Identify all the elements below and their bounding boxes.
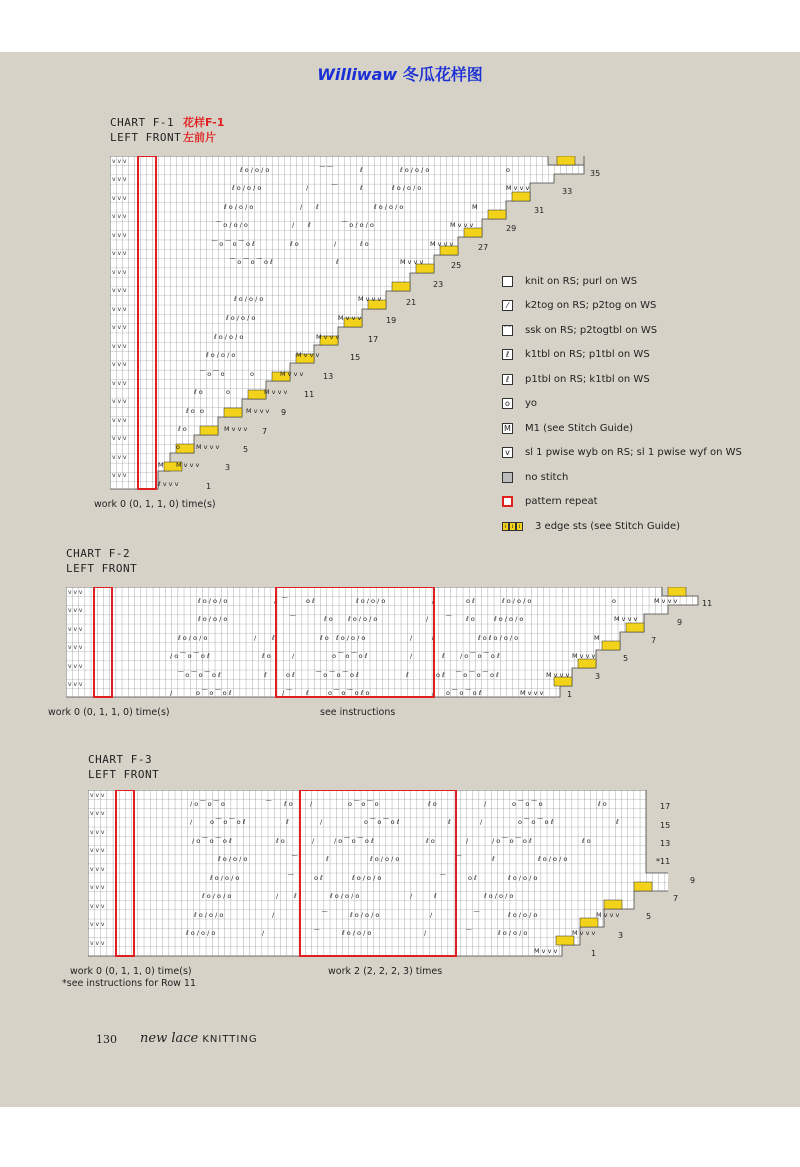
svg-text:ℓ o / o / o: ℓ o / o / o bbox=[224, 203, 254, 211]
svg-text:/: / bbox=[272, 911, 275, 919]
svg-text:v v v: v v v bbox=[68, 644, 83, 651]
chart2-note-right: see instructions bbox=[320, 707, 396, 718]
svg-text:o ℓ: o ℓ bbox=[306, 597, 315, 605]
svg-text:/: / bbox=[254, 634, 257, 642]
svg-text:ℓ: ℓ bbox=[360, 184, 363, 192]
svg-text:ℓ o / o / o: ℓ o / o / o bbox=[210, 874, 240, 882]
legend-no-stitch-label: no stitch bbox=[525, 471, 569, 483]
svg-text:o ⁀ o ⁀ o ℓ: o ⁀ o ⁀ o ℓ bbox=[518, 818, 554, 826]
chart3-row-15: 15 bbox=[660, 821, 671, 830]
svg-text:ℓ o: ℓ o bbox=[324, 615, 333, 623]
chart3-grid bbox=[88, 790, 671, 960]
svg-text:o ⁀ o ⁀ o ℓ: o ⁀ o ⁀ o ℓ bbox=[332, 652, 368, 660]
chart2-heading-2: LEFT FRONT bbox=[66, 562, 138, 575]
svg-text:o: o bbox=[200, 407, 204, 415]
svg-text:/: / bbox=[312, 837, 315, 845]
svg-text:v v v: v v v bbox=[112, 361, 127, 368]
chart2-row-9: 9 bbox=[677, 618, 683, 627]
svg-text:o: o bbox=[176, 443, 180, 451]
svg-text:/: / bbox=[276, 892, 279, 900]
chart1-cn-label-2: 左前片 bbox=[183, 131, 216, 144]
svg-text:o ⁀ o ⁀ o ℓ o: o ⁀ o ⁀ o ℓ o bbox=[328, 689, 370, 697]
chart1-row-13: 13 bbox=[323, 372, 334, 381]
chart1-row-25: 25 bbox=[451, 261, 462, 270]
svg-text:⁀ o ⁀ o ⁀ o ℓ: ⁀ o ⁀ o ⁀ o ℓ bbox=[456, 671, 499, 679]
svg-text:ℓ: ℓ bbox=[272, 634, 275, 642]
svg-text:ℓ o / o / o: ℓ o / o / o bbox=[370, 855, 400, 863]
svg-text:⁀ o ⁀ o ⁀ o ℓ: ⁀ o ⁀ o ⁀ o ℓ bbox=[178, 671, 221, 679]
svg-text:/: / bbox=[432, 689, 435, 697]
svg-text:ℓ o / o / o: ℓ o / o / o bbox=[240, 166, 270, 174]
svg-text:ℓ o / o / o: ℓ o / o / o bbox=[508, 874, 538, 882]
svg-text:⁀: ⁀ bbox=[322, 911, 328, 919]
svg-text:o ℓ: o ℓ bbox=[286, 671, 295, 679]
chart3-row-5: 5 bbox=[646, 912, 652, 921]
svg-text:v v v: v v v bbox=[90, 810, 105, 817]
svg-text:ℓ o / o / o: ℓ o / o / o bbox=[330, 892, 360, 900]
ssk-icon: ⁀ bbox=[502, 325, 513, 336]
svg-text:/ o ⁀ o ⁀ o ℓ: / o ⁀ o ⁀ o ℓ bbox=[460, 652, 500, 660]
chart1-cn-label bbox=[183, 115, 224, 145]
svg-text:/ o ⁀ o ⁀ o ℓ: / o ⁀ o ⁀ o ℓ bbox=[192, 837, 232, 845]
svg-text:o ⁀ o ⁀ o ℓ: o ⁀ o ⁀ o ℓ bbox=[364, 818, 400, 826]
yo-icon: o bbox=[502, 398, 513, 409]
title-chinese: 冬瓜花样图 bbox=[402, 65, 483, 84]
svg-text:o ℓ: o ℓ bbox=[436, 671, 445, 679]
svg-text:ℓ o / o / o: ℓ o / o / o bbox=[214, 333, 244, 341]
page-background bbox=[0, 52, 800, 1107]
svg-text:M v v v: M v v v bbox=[596, 911, 620, 919]
legend-no-stitch bbox=[502, 465, 792, 490]
svg-text:ℓ o: ℓ o bbox=[290, 240, 299, 248]
chart1-row-23: 23 bbox=[433, 280, 444, 289]
svg-text:ℓ: ℓ bbox=[434, 892, 437, 900]
svg-text:ℓ o: ℓ o bbox=[426, 837, 435, 845]
svg-text:v v v: v v v bbox=[112, 398, 127, 405]
legend-pattern-repeat bbox=[502, 490, 792, 515]
svg-text:ℓ o: ℓ o bbox=[466, 615, 475, 623]
svg-text:o ⁀ o ⁀ o ℓ: o ⁀ o ⁀ o ℓ bbox=[446, 689, 482, 697]
svg-text:M v v v: M v v v bbox=[280, 370, 304, 378]
svg-text:M v v v: M v v v bbox=[450, 221, 474, 229]
svg-text:ℓ: ℓ bbox=[406, 671, 409, 679]
svg-text:/: / bbox=[292, 652, 295, 660]
svg-text:ℓ o: ℓ o bbox=[582, 837, 591, 845]
svg-text:v v v: v v v bbox=[68, 626, 83, 633]
chart3-row-9: 9 bbox=[690, 876, 696, 885]
svg-text:⁀ o ⁀ o ⁀ o ℓ: ⁀ o ⁀ o ⁀ o ℓ bbox=[316, 671, 359, 679]
svg-text:M v v v: M v v v bbox=[338, 314, 362, 322]
svg-text:M v v v: M v v v bbox=[430, 240, 454, 248]
chart3-row-17: 17 bbox=[660, 802, 671, 811]
legend-slip bbox=[502, 441, 792, 466]
svg-text:/: / bbox=[310, 800, 313, 808]
svg-text:/: / bbox=[292, 221, 295, 229]
chart1-note: work 0 (0, 1, 1, 0) time(s) bbox=[94, 499, 216, 510]
svg-text:ℓ: ℓ bbox=[286, 818, 289, 826]
svg-text:ℓ o / o / o: ℓ o / o / o bbox=[198, 597, 228, 605]
svg-text:ℓ o: ℓ o bbox=[428, 800, 437, 808]
svg-text:/: / bbox=[334, 240, 337, 248]
svg-text:/: / bbox=[480, 818, 483, 826]
svg-text:ℓ o / o / o: ℓ o / o / o bbox=[234, 295, 264, 303]
svg-text:o ⁀ o ⁀ o: o ⁀ o ⁀ o bbox=[348, 800, 379, 808]
chart3-row-3: 3 bbox=[618, 931, 624, 940]
legend-p1tbl bbox=[502, 367, 792, 392]
chart1-row-11: 11 bbox=[304, 390, 315, 399]
svg-text:/ o ⁀ o ⁀ o ℓ: / o ⁀ o ⁀ o ℓ bbox=[492, 837, 532, 845]
svg-text:/: / bbox=[484, 800, 487, 808]
svg-text:/: / bbox=[430, 911, 433, 919]
svg-text:M: M bbox=[158, 461, 164, 469]
svg-text:⁀: ⁀ bbox=[446, 615, 452, 623]
svg-text:⁀ o / o / o: ⁀ o / o / o bbox=[342, 221, 374, 229]
svg-text:ℓ o / o / o: ℓ o / o / o bbox=[392, 184, 422, 192]
legend-ssk bbox=[502, 318, 792, 343]
svg-text:⁀: ⁀ bbox=[456, 855, 462, 863]
chart2-grid bbox=[66, 587, 706, 699]
svg-text:/: / bbox=[410, 634, 413, 642]
svg-text:ℓ o: ℓ o bbox=[178, 425, 187, 433]
svg-text:ℓ o: ℓ o bbox=[284, 800, 293, 808]
svg-text:M v v v: M v v v bbox=[572, 929, 596, 937]
chart3-slip-column bbox=[90, 792, 105, 947]
chart2-row-1: 1 bbox=[567, 690, 573, 699]
svg-text:⁀ ⁀: ⁀ ⁀ bbox=[320, 166, 333, 174]
svg-text:/: / bbox=[262, 929, 265, 937]
svg-text:M v v v: M v v v bbox=[296, 351, 320, 359]
svg-text:⁀: ⁀ bbox=[292, 855, 298, 863]
svg-text:⁀: ⁀ bbox=[466, 929, 472, 937]
svg-text:/: / bbox=[320, 818, 323, 826]
svg-text:v v v: v v v bbox=[90, 884, 105, 891]
legend-yo-label: yo bbox=[525, 398, 538, 410]
svg-text:/: / bbox=[306, 184, 309, 192]
svg-text:/: / bbox=[410, 892, 413, 900]
svg-text:M v v v: M v v v bbox=[572, 652, 596, 660]
svg-text:M v v v: M v v v bbox=[506, 184, 530, 192]
svg-text:ℓ: ℓ bbox=[326, 855, 329, 863]
chart2-row-7: 7 bbox=[651, 636, 657, 645]
svg-text:ℓ: ℓ bbox=[306, 689, 309, 697]
svg-text:ℓ o / o / o: ℓ o / o / o bbox=[484, 892, 514, 900]
svg-text:ℓ o / o / o: ℓ o / o / o bbox=[232, 184, 262, 192]
chart1-row-29: 29 bbox=[506, 224, 517, 233]
chart1-cn-label-1: 花样F-1 bbox=[183, 116, 225, 129]
svg-text:M v v v: M v v v bbox=[400, 258, 424, 266]
page-number: 130 bbox=[96, 1033, 117, 1046]
svg-text:ℓ o ℓ o / o / o: ℓ o ℓ o / o / o bbox=[478, 634, 519, 642]
svg-text:ℓ o / o / o: ℓ o / o / o bbox=[178, 634, 208, 642]
svg-text:v v v: v v v bbox=[112, 195, 127, 202]
svg-text:o ⁀ o ⁀ o ℓ: o ⁀ o ⁀ o ℓ bbox=[210, 818, 246, 826]
k1tbl-icon: ℓ bbox=[502, 349, 513, 360]
svg-text:/: / bbox=[190, 818, 193, 826]
chart1-row-17: 17 bbox=[368, 335, 379, 344]
svg-text:M v v v: M v v v bbox=[520, 689, 544, 697]
chart3-row-11: *11 bbox=[656, 857, 671, 866]
legend bbox=[502, 269, 792, 539]
svg-text:v v v: v v v bbox=[112, 380, 127, 387]
svg-text:⁀: ⁀ bbox=[288, 874, 294, 882]
svg-text:/: / bbox=[432, 597, 435, 605]
svg-text:o ℓ: o ℓ bbox=[466, 597, 475, 605]
legend-slip-label: sl 1 pwise wyb on RS; sl 1 pwise wyf on WS bbox=[525, 447, 742, 459]
svg-text:ℓ o: ℓ o bbox=[360, 240, 369, 248]
svg-text:M v v v: M v v v bbox=[654, 597, 678, 605]
chart1-row-7: 7 bbox=[262, 427, 268, 436]
svg-text:/: / bbox=[466, 837, 469, 845]
svg-text:ℓ o / o / o: ℓ o / o / o bbox=[342, 929, 372, 937]
svg-text:o: o bbox=[612, 597, 616, 605]
svg-text:/: / bbox=[410, 652, 413, 660]
chart1-row-1: 1 bbox=[206, 482, 212, 491]
svg-text:M v v v: M v v v bbox=[224, 425, 248, 433]
legend-m1 bbox=[502, 416, 792, 441]
chart2-heading-1: CHART F-2 bbox=[66, 547, 131, 560]
legend-p1tbl-label: p1tbl on RS; k1tbl on WS bbox=[525, 373, 650, 385]
svg-text:o ⁀ o ⁀ o: o ⁀ o ⁀ o bbox=[512, 800, 543, 808]
svg-text:/ o ⁀ o ⁀ o: / o ⁀ o ⁀ o bbox=[190, 800, 225, 808]
page-title bbox=[0, 62, 800, 85]
title-latin: Williwaw bbox=[317, 65, 398, 84]
svg-text:M v v v: M v v v bbox=[316, 333, 340, 341]
chart1-row-33: 33 bbox=[562, 187, 573, 196]
svg-text:v v v: v v v bbox=[112, 250, 127, 257]
svg-text:/: / bbox=[274, 597, 277, 605]
svg-text:/ ⁀: / ⁀ bbox=[282, 689, 292, 697]
svg-text:/: / bbox=[300, 203, 303, 211]
svg-text:ℓ o / o / o: ℓ o / o / o bbox=[206, 351, 236, 359]
svg-text:ℓ o / o / o: ℓ o / o / o bbox=[508, 911, 538, 919]
chart2-heading bbox=[66, 546, 137, 576]
legend-k2tog bbox=[502, 294, 792, 319]
chart3-row-1: 1 bbox=[591, 949, 597, 958]
svg-text:v v v: v v v bbox=[112, 343, 127, 350]
svg-text:ℓ o / o / o: ℓ o / o / o bbox=[202, 892, 232, 900]
svg-text:⁀: ⁀ bbox=[474, 911, 480, 919]
svg-text:ℓ v v v: ℓ v v v bbox=[158, 480, 179, 488]
chart1-row-3: 3 bbox=[225, 463, 231, 472]
chart1-heading-1: CHART F-1 bbox=[110, 116, 175, 129]
chart3-heading-2: LEFT FRONT bbox=[88, 768, 160, 781]
svg-text:ℓ: ℓ bbox=[492, 855, 495, 863]
svg-text:⁀: ⁀ bbox=[290, 615, 296, 623]
svg-text:M v v v: M v v v bbox=[546, 671, 570, 679]
legend-pattern-repeat-label: pattern repeat bbox=[525, 496, 598, 508]
m1-icon: M bbox=[502, 423, 513, 434]
svg-text:M v v v: M v v v bbox=[264, 388, 288, 396]
svg-text:v v v: v v v bbox=[90, 866, 105, 873]
p1tbl-icon: ℓ bbox=[502, 374, 513, 385]
svg-text:ℓ o / o / o: ℓ o / o / o bbox=[502, 597, 532, 605]
svg-text:ℓ o / o / o: ℓ o / o / o bbox=[352, 874, 382, 882]
svg-text:⁀: ⁀ bbox=[332, 184, 338, 192]
chart1-row-5: 5 bbox=[243, 445, 249, 454]
edge-sts-icon: ı ı ı bbox=[502, 522, 523, 531]
svg-text:v v v: v v v bbox=[112, 176, 127, 183]
svg-text:M v v v: M v v v bbox=[246, 407, 270, 415]
svg-text:v v v: v v v bbox=[112, 306, 127, 313]
svg-text:ℓ: ℓ bbox=[616, 818, 619, 826]
svg-text:ℓ o / o / o: ℓ o / o / o bbox=[498, 929, 528, 937]
svg-text:v v v: v v v bbox=[68, 681, 83, 688]
chart3-note-right: work 2 (2, 2, 2, 3) times bbox=[328, 966, 443, 977]
chart2-row-5: 5 bbox=[623, 654, 629, 663]
svg-text:v v v: v v v bbox=[112, 232, 127, 239]
svg-text:M: M bbox=[472, 203, 478, 211]
brand-footer bbox=[140, 1031, 258, 1046]
svg-text:v v v: v v v bbox=[112, 269, 127, 276]
svg-text:ℓ o / o / o: ℓ o / o / o bbox=[494, 615, 524, 623]
legend-m1-label: M1 (see Stitch Guide) bbox=[525, 422, 634, 434]
svg-text:v v v: v v v bbox=[90, 792, 105, 799]
chart1-heading bbox=[110, 115, 181, 145]
svg-text:ℓ: ℓ bbox=[336, 258, 339, 266]
svg-text:ℓ o: ℓ o bbox=[262, 652, 271, 660]
no-stitch-icon bbox=[502, 472, 513, 483]
svg-text:o ℓ: o ℓ bbox=[314, 874, 323, 882]
brand-italic: new lace bbox=[140, 1031, 199, 1046]
legend-k1tbl bbox=[502, 343, 792, 368]
svg-text:⁀ o ⁀ o: ⁀ o ⁀ o bbox=[200, 370, 225, 378]
svg-text:ℓ o / o / o: ℓ o / o / o bbox=[348, 615, 378, 623]
svg-text:/: / bbox=[170, 689, 173, 697]
svg-text:v v v: v v v bbox=[68, 663, 83, 670]
svg-text:v v v: v v v bbox=[112, 324, 127, 331]
svg-text:v v v: v v v bbox=[112, 287, 127, 294]
svg-text:ℓ o / o / o: ℓ o / o / o bbox=[356, 597, 386, 605]
svg-text:v v v: v v v bbox=[112, 454, 127, 461]
svg-text:ℓ o / o / o: ℓ o / o / o bbox=[400, 166, 430, 174]
svg-text:ℓ o / o / o: ℓ o / o / o bbox=[194, 911, 224, 919]
legend-edge-sts-label: 3 edge sts (see Stitch Guide) bbox=[535, 520, 681, 532]
svg-text:v v v: v v v bbox=[68, 589, 83, 596]
chart1-row-21: 21 bbox=[406, 298, 417, 307]
svg-text:v v v: v v v bbox=[90, 829, 105, 836]
chart3-heading-1: CHART F-3 bbox=[88, 753, 153, 766]
svg-text:M v v v: M v v v bbox=[358, 295, 382, 303]
svg-text:o: o bbox=[226, 388, 230, 396]
svg-text:ℓ: ℓ bbox=[294, 892, 297, 900]
svg-text:v v v: v v v bbox=[90, 903, 105, 910]
svg-text:M v v v: M v v v bbox=[176, 461, 200, 469]
k2tog-icon: ⁄ bbox=[502, 300, 513, 311]
chart1-row-31: 31 bbox=[534, 206, 545, 215]
svg-text:v v v: v v v bbox=[112, 417, 127, 424]
svg-text:M: M bbox=[594, 634, 600, 642]
svg-text:M v v v: M v v v bbox=[196, 443, 220, 451]
svg-text:v v v: v v v bbox=[112, 435, 127, 442]
chart1-row-9: 9 bbox=[281, 408, 287, 417]
svg-text:ℓ o: ℓ o bbox=[320, 634, 329, 642]
chart1-heading-2: LEFT FRONT bbox=[110, 131, 182, 144]
svg-text:ℓ o / o / o: ℓ o / o / o bbox=[538, 855, 568, 863]
brand-caps: KNITTING bbox=[202, 1034, 258, 1045]
svg-text:ℓ o: ℓ o bbox=[276, 837, 285, 845]
svg-text:/: / bbox=[424, 929, 427, 937]
chart1-row-19: 19 bbox=[386, 316, 397, 325]
chart2-row-3: 3 bbox=[595, 672, 601, 681]
svg-text:ℓ o / o / o: ℓ o / o / o bbox=[218, 855, 248, 863]
svg-text:v v v: v v v bbox=[90, 940, 105, 947]
svg-text:ℓ o: ℓ o bbox=[194, 388, 203, 396]
svg-text:ℓ: ℓ bbox=[308, 221, 311, 229]
svg-text:ℓ: ℓ bbox=[316, 203, 319, 211]
chart3-note-left-2: *see instructions for Row 11 bbox=[62, 978, 197, 989]
chart1-row-15: 15 bbox=[350, 353, 361, 362]
chart3-row-7: 7 bbox=[673, 894, 679, 903]
svg-text:v v v: v v v bbox=[90, 921, 105, 928]
svg-text:v v v: v v v bbox=[90, 847, 105, 854]
legend-knit-label: knit on RS; purl on WS bbox=[525, 275, 638, 287]
svg-text:ℓ o / o / o: ℓ o / o / o bbox=[336, 634, 366, 642]
svg-text:ℓ: ℓ bbox=[448, 818, 451, 826]
svg-text:o ℓ: o ℓ bbox=[468, 874, 477, 882]
chart3-note-left-1: work 0 (0, 1, 1, 0) time(s) bbox=[70, 966, 192, 977]
svg-text:⁀: ⁀ bbox=[440, 874, 446, 882]
chart2-row-11: 11 bbox=[702, 599, 713, 608]
svg-text:v v v: v v v bbox=[112, 158, 127, 165]
legend-k2tog-label: k2tog on RS; p2tog on WS bbox=[525, 300, 657, 312]
svg-text:ℓ o / o / o: ℓ o / o / o bbox=[374, 203, 404, 211]
chart1-row-27: 27 bbox=[478, 243, 489, 252]
svg-text:⁀: ⁀ bbox=[314, 929, 320, 937]
chart1-row-35: 35 bbox=[590, 169, 601, 178]
svg-text:ℓ: ℓ bbox=[360, 166, 363, 174]
svg-text:ℓ o / o / o: ℓ o / o / o bbox=[198, 615, 228, 623]
legend-knit bbox=[502, 269, 792, 294]
slip-icon: v bbox=[502, 447, 513, 458]
pattern-repeat-icon bbox=[502, 496, 513, 507]
chart3-heading bbox=[88, 752, 159, 782]
svg-text:/: / bbox=[426, 615, 429, 623]
svg-text:ℓ: ℓ bbox=[432, 634, 435, 642]
legend-edge-sts bbox=[502, 514, 792, 539]
svg-text:ℓ: ℓ bbox=[264, 671, 267, 679]
svg-text:ℓ o / o / o: ℓ o / o / o bbox=[186, 929, 216, 937]
svg-text:⁀ o ⁀ o ⁀ o ℓ: ⁀ o ⁀ o ⁀ o ℓ bbox=[212, 240, 255, 248]
chart3-row-13: 13 bbox=[660, 839, 671, 848]
svg-text:⁀: ⁀ bbox=[266, 800, 272, 808]
svg-text:M v v v: M v v v bbox=[614, 615, 638, 623]
svg-text:/ o ⁀ o ⁀ o ℓ: / o ⁀ o ⁀ o ℓ bbox=[170, 652, 210, 660]
legend-yo bbox=[502, 392, 792, 417]
svg-text:ℓ o: ℓ o bbox=[186, 407, 195, 415]
svg-text:ℓ o: ℓ o bbox=[598, 800, 607, 808]
svg-text:M v v v: M v v v bbox=[534, 947, 558, 955]
svg-text:v v v: v v v bbox=[112, 213, 127, 220]
svg-text:/ o ⁀ o ⁀ o ℓ: / o ⁀ o ⁀ o ℓ bbox=[334, 837, 374, 845]
legend-ssk-label: ssk on RS; p2togtbl on WS bbox=[525, 324, 658, 336]
svg-text:⁀ o / o / o: ⁀ o / o / o bbox=[216, 221, 248, 229]
svg-text:v v v: v v v bbox=[68, 607, 83, 614]
svg-text:v v v: v v v bbox=[112, 472, 127, 479]
svg-text:o: o bbox=[506, 166, 510, 174]
chart2-note-left: work 0 (0, 1, 1, 0) time(s) bbox=[48, 707, 170, 718]
svg-text:ℓ: ℓ bbox=[442, 652, 445, 660]
legend-k1tbl-label: k1tbl on RS; p1tbl on WS bbox=[525, 349, 650, 361]
svg-text:ℓ o / o / o: ℓ o / o / o bbox=[350, 911, 380, 919]
svg-text:⁀ o ⁀ o ⁀ o ℓ: ⁀ o ⁀ o ⁀ o ℓ bbox=[230, 258, 273, 266]
knit-icon bbox=[502, 276, 513, 287]
svg-text:⁀: ⁀ bbox=[282, 597, 288, 605]
svg-text:o ⁀ o ⁀ o ℓ: o ⁀ o ⁀ o ℓ bbox=[196, 689, 232, 697]
svg-text:o: o bbox=[250, 370, 254, 378]
svg-text:ℓ o / o / o: ℓ o / o / o bbox=[226, 314, 256, 322]
